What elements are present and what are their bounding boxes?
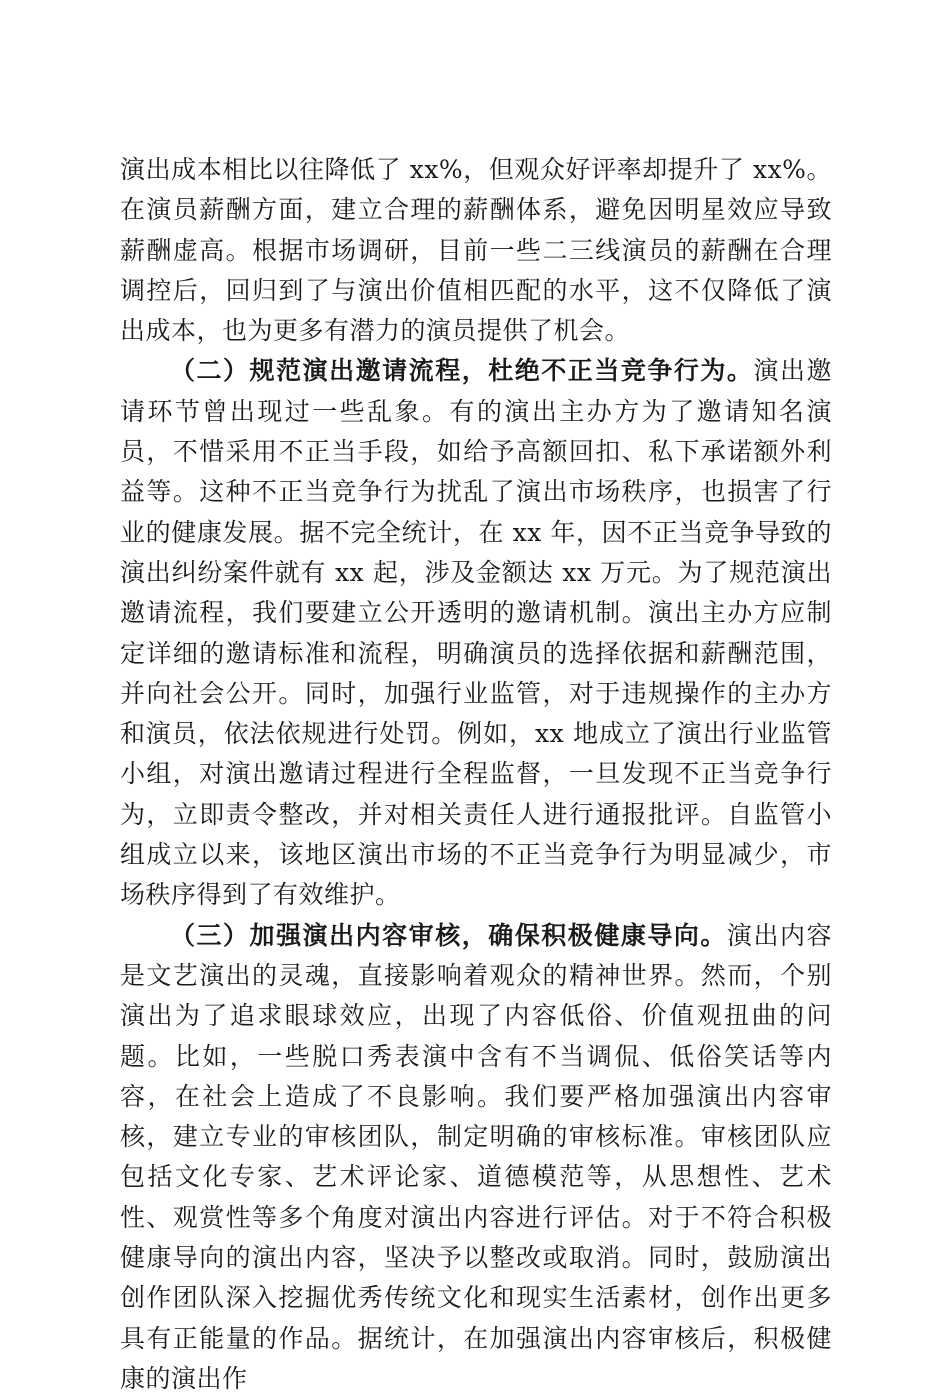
paragraph-body-text: 演出内容是文艺演出的灵魂，直接影响着观众的精神世界。然而，个别演出为了追求眼球效应，出现了内容低俗、价值观扭曲的问题。比如，一些脱口秀表演中含有不当调侃、低俗笑话等内容，在社会上造成了不良影响。我们要严格加强演出内容审核，建立专业的审核团队，制定明确的审核标准。审核团队应包括文化专家、艺术评论家、道德模范等，从思想性、艺术性、观赏性等多个角度对演出内容进行评估。对于不符合积极健康导向的演出内容，坚决予以整改或取消。同时，鼓励演出创作团队深入挖掘优秀传统文化和现实生活素材，创作出更多具有正能量的作品。据统计，在加强演出内容审核后，积极健康的演出作 [120,920,832,1393]
section-heading-three: （三）加强演出内容审核，确保积极健康导向。 [170,920,727,950]
paragraph-performance-cost [120,150,832,351]
section-heading-two: （二）规范演出邀请流程，杜绝不正当竞争行为。 [170,356,754,386]
paragraph-invitation-process [120,351,832,915]
document-body [120,150,832,1399]
paragraph-body-text: 演出成本相比以往降低了 xx%，但观众好评率却提升了 xx%。在演员薪酬方面，建立合理的薪酬体系，避免因明星效应导致薪酬虚高。根据市场调研，目前一些二三线演员的薪酬在合理调控后，回归到了与演出价值相匹配的水平，这不仅降低了演出成本，也为更多有潜力的演员提供了机会。 [120,155,832,346]
paragraph-body-text: 演出邀请环节曾出现过一些乱象。有的演出主办方为了邀请知名演员，不惜采用不正当手段，如给予高额回扣、私下承诺额外利益等。这种不正当竞争行为扰乱了演出市场秩序，也损害了行业的健康发展。据不完全统计，在 xx 年，因不正当竞争导致的演出纠纷案件就有 xx 起，涉及金额达 xx 万元。为了规范演出邀请流程，我们要建立公开透明的邀请机制。演出主办方应制定详细的邀请标准和流程，明确演员的选择依据和薪酬范围，并向社会公开。同时，加强行业监管，对于违规操作的主办方和演员，依法依规进行处罚。例如，xx 地成立了演出行业监管小组，对演出邀请过程进行全程监督，一旦发现不正当竞争行为，立即责令整改，并对相关责任人进行通报批评。自监管小组成立以来，该地区演出市场的不正当竞争行为明显减少，市场秩序得到了有效维护。 [120,356,832,910]
paragraph-content-review [120,916,832,1399]
